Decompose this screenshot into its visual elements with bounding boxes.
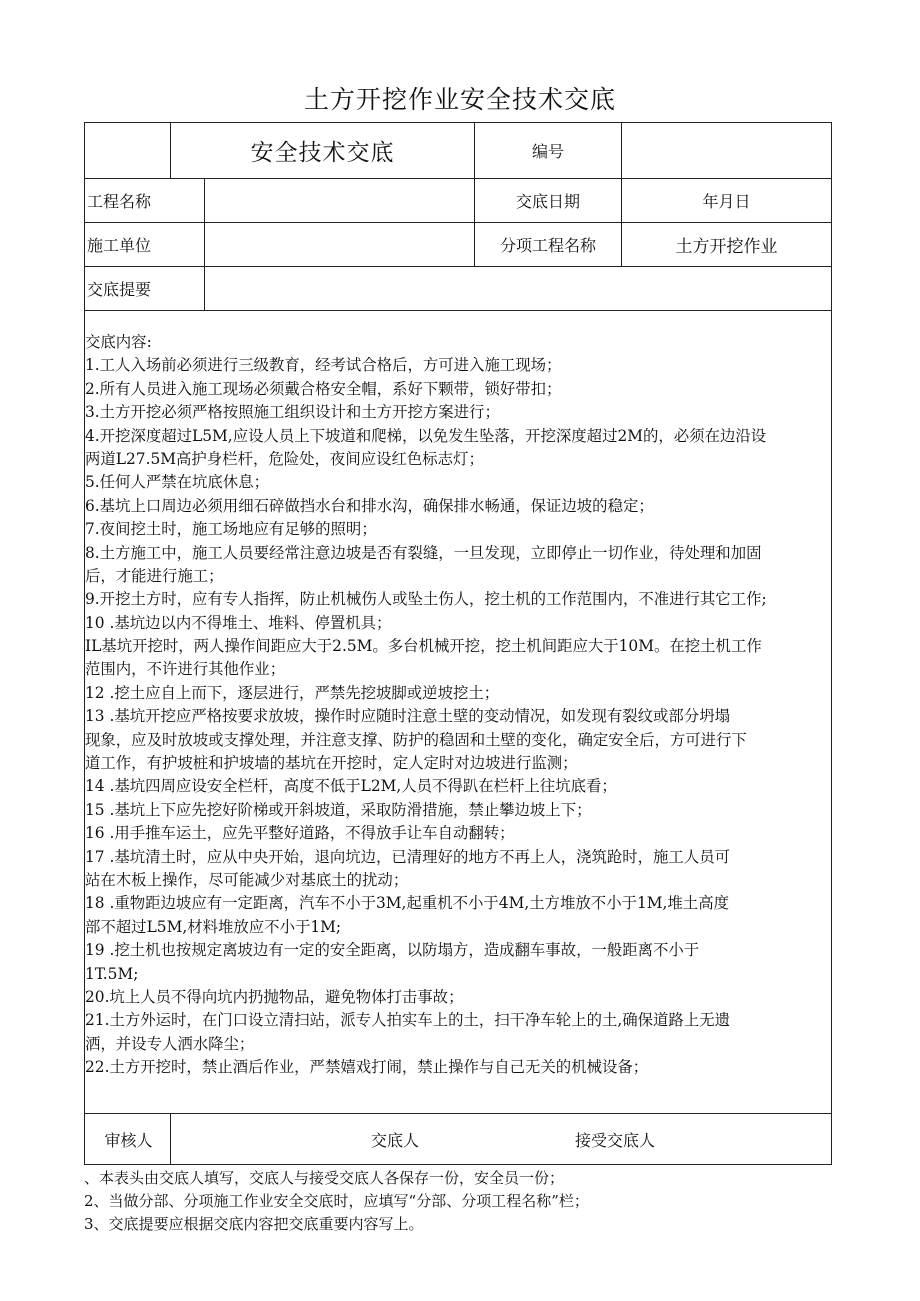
content-line: 洒，并设专人洒水降尘； <box>85 1034 255 1053</box>
content-line: 13 .基坑开挖应严格按要求放坡，操作时应随时注意土壁的变动情况，如发现有裂纹或部分坍塌 <box>85 707 730 726</box>
content-line: 20.坑上人员不得向坑内扔抛物品，避免物体打击事故； <box>85 987 464 1006</box>
content-line: 8.土方施工中，施工人员要经常注意边坡是否有裂缝，一旦发现，立即停止一切作业，待处理和加固 <box>85 543 762 562</box>
content-line: 交底内容: <box>85 333 152 351</box>
content-line: 两道L27.5M高护身栏杆，危险处，夜间应设红色标志灯； <box>85 449 484 468</box>
content-line: 2.所有人员进入施工现场必须戴合格安全帽，系好下颗带，锁好带扣； <box>85 379 562 398</box>
number-field[interactable] <box>622 123 831 178</box>
content-line: 14 .基坑四周应设安全栏杆，高度不低于L2M,人员不得趴在栏杆上往坑底看； <box>85 777 617 796</box>
content-line: 22.土方开挖时，禁止酒后作业，严禁嬉戏打闹，禁止操作与自己无关的机械设备； <box>85 1058 649 1077</box>
content-line: 19 .挖土机也按规定离坡边有一定的安全距离，以防塌方，造成翻车事故，一般距离不小于 <box>85 941 700 960</box>
content-line: 15 .基坑上下应先挖好阶梯或开斜坡道，采取防滑措施，禁止攀边坡上下； <box>85 800 592 819</box>
content-line: 21.土方外运时，在门口设立清扫站，派专人拍实车上的土，扫干净车轮上的土,确保道路上无遗 <box>85 1011 730 1030</box>
form-title: 安全技术交底 <box>250 140 395 166</box>
content-line: 7.夜间挖土时，施工场地应有足够的照明； <box>85 520 377 539</box>
receiver-label: 接受交底人 <box>574 1131 655 1150</box>
footnote: 3、交底提要应根据交底内容把交底重要内容写上。 <box>84 1215 424 1233</box>
content-line: 17 .基坑清土时，应从中央开始，退向坑边，已清理好的地方不再上人，浇筑跄时，施工人员可 <box>85 847 730 866</box>
content-line: 站在木板上操作，尽可能减少对基底土的扰动； <box>85 870 409 889</box>
sub-project-label: 分项工程名称 <box>499 236 596 255</box>
reviewer-label: 审核人 <box>104 1131 153 1150</box>
document-title: 土方开挖作业安全技术交底 <box>303 85 616 114</box>
summary-field[interactable] <box>205 267 831 310</box>
sub-project-field[interactable]: 土方开挖作业 <box>675 237 778 257</box>
number-label: 编号 <box>531 142 564 161</box>
content-line: 5.任何人严禁在坑底休息； <box>85 473 269 492</box>
content-line: 1T.5M; <box>85 964 139 983</box>
project-name-label: 工程名称 <box>87 192 152 211</box>
content-line: 1.工人入场前必须进行三级教育，经考试合格后，方可进入施工现场； <box>85 356 562 375</box>
column-divider <box>170 1113 171 1165</box>
date-label: 交底日期 <box>515 192 580 211</box>
content-line: 部不超过L5M,材料堆放应不小于1M; <box>85 917 342 936</box>
content-line: 现象，应及时放坡或支撑处理，并注意支撑、防护的稳固和土壁的变化，确定安全后，方可进行下 <box>85 730 747 749</box>
summary-label: 交底提要 <box>87 280 152 299</box>
disclosure-form <box>84 122 832 1165</box>
content-line: 道工作，有护坡桩和护坡墙的基坑在开挖时，定人定时对边坡进行监测； <box>85 754 578 773</box>
content-line: 4.开挖深度超过L5M,应设人员上下坡道和爬梯，以免发生坠落，开挖深度超过2M的，必须在边沿设 <box>85 426 767 445</box>
footnote: 、本表头由交底人填写，交底人与接受交底人各保存一份，安全员一份； <box>84 1169 565 1187</box>
content-line: 后，才能进行施工； <box>85 566 224 585</box>
footnote: 2、当做分部、分项施工作业安全交底时，应填写“分部、分项工程名称”栏； <box>84 1192 589 1210</box>
construction-unit-label: 施工单位 <box>87 236 152 255</box>
content-line: 范围内，不许进行其他作业； <box>85 660 286 679</box>
content-line: 12 .挖土应自上而下，逐层进行，严禁先挖坡脚或逆坡挖土； <box>85 683 500 702</box>
content-line: 16 .用手推车运土，应先平整好道路，不得放手让车自动翻转； <box>85 824 515 843</box>
content-line: 10 .基坑边以内不得堆土、堆料、停置机具； <box>85 613 392 632</box>
content-line: 18 .重物距边坡应有一定距离，汽车不小于3M,起重机不小于4M,土方堆放不小于1M,堆土高度 <box>85 894 729 913</box>
row-divider <box>85 1113 831 1114</box>
disclosure-content <box>85 331 831 1080</box>
project-name-field[interactable] <box>205 179 474 222</box>
construction-unit-field[interactable] <box>205 223 474 266</box>
content-line: IL基坑开挖时，两人操作间距应大于2.5M。多台机械开挖，挖土机间距应大于10M。在挖土机工作 <box>85 637 762 656</box>
content-line: 3.土方开挖必须严格按照施工组织设计和土方开挖方案进行； <box>85 403 500 422</box>
row-divider <box>85 310 831 311</box>
discloser-label: 交底人 <box>370 1131 419 1150</box>
date-field[interactable]: 年月日 <box>702 192 751 211</box>
footnotes <box>84 1167 844 1236</box>
content-line: 6.基坑上口周边必须用细石碎做挡水台和排水沟，确保排水畅通，保证边坡的稳定； <box>85 496 654 515</box>
content-line: 9.开挖土方时，应有专人指挥，防止机械伤人或坠土伤人，挖土机的工作范围内，不准进行其它工作; <box>85 590 767 609</box>
